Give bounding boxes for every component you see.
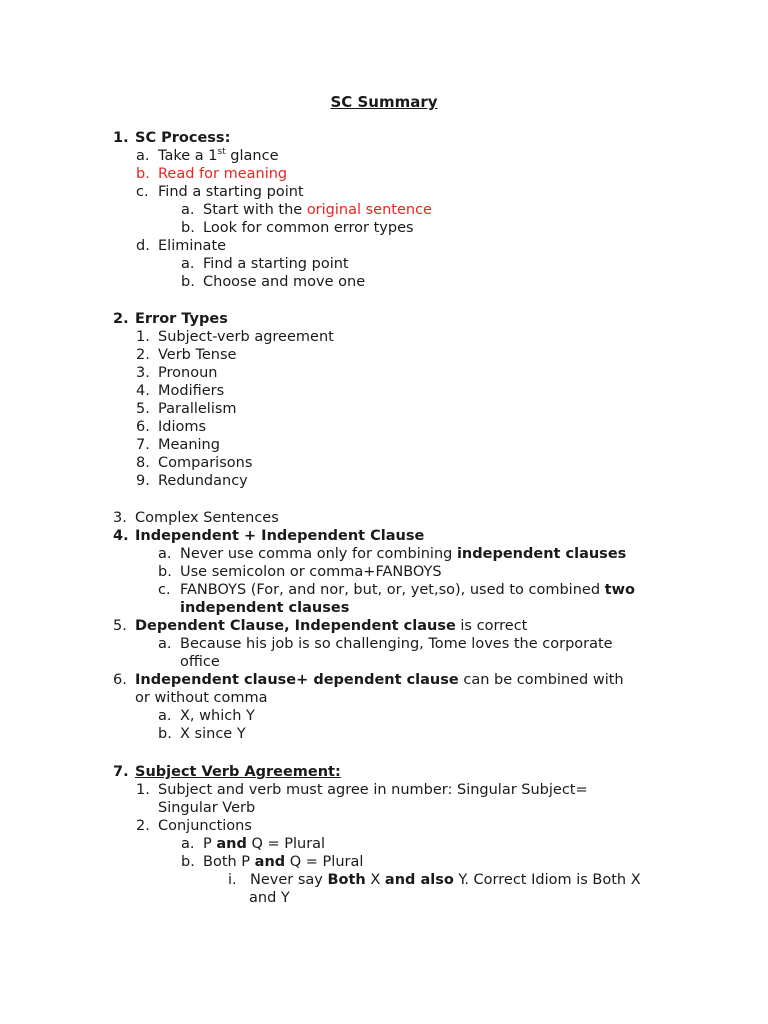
section-number: 5. xyxy=(113,618,127,634)
item-text: Because his job is so challenging, Tome loves the corporate xyxy=(180,636,613,652)
item-text: Use semicolon or comma+FANBOYS xyxy=(180,564,442,580)
list-item xyxy=(136,454,252,472)
item-marker: a. xyxy=(158,636,172,652)
list-item xyxy=(158,707,255,725)
item-text: Idioms xyxy=(158,419,207,435)
item-marker: a. xyxy=(158,708,172,724)
item-text: Pronoun xyxy=(158,365,218,381)
item-text: Parallelism xyxy=(158,401,237,417)
item-text: glance xyxy=(225,148,279,164)
item-marker: b. xyxy=(136,166,150,182)
item-marker: b. xyxy=(158,726,172,742)
list-item xyxy=(136,237,226,255)
section-7-heading xyxy=(113,763,341,781)
item-marker: a. xyxy=(158,546,172,562)
item-marker: 6. xyxy=(136,419,150,435)
list-item xyxy=(181,853,363,871)
item-text: Find a starting point xyxy=(203,256,349,272)
bold-text: and also xyxy=(384,872,454,888)
section-title: SC Process: xyxy=(135,130,231,146)
list-item xyxy=(181,201,432,219)
section-title: Independent + Independent Clause xyxy=(135,528,425,544)
list-item xyxy=(228,871,641,889)
section-1-heading xyxy=(113,129,230,147)
section-title: Complex Sentences xyxy=(135,510,279,526)
item-text: Find a starting point xyxy=(158,184,304,200)
list-item xyxy=(181,273,365,291)
item-marker: 7. xyxy=(136,437,150,453)
item-text: Subject-verb agreement xyxy=(158,329,334,345)
section-2-heading xyxy=(113,310,228,328)
section-6-heading xyxy=(113,671,624,689)
list-item xyxy=(136,781,588,799)
item-text: X xyxy=(365,872,385,888)
list-item xyxy=(136,364,217,382)
item-marker: a. xyxy=(181,836,195,852)
item-marker: 5. xyxy=(136,401,150,417)
list-item xyxy=(181,255,349,273)
list-item xyxy=(158,563,442,581)
section-number: 1. xyxy=(113,130,129,146)
list-item xyxy=(181,219,414,237)
item-text: Never use comma only for combining xyxy=(180,546,457,562)
item-marker: 1. xyxy=(136,782,150,798)
item-text: Read for meaning xyxy=(158,166,288,182)
item-marker: a. xyxy=(181,256,195,272)
list-item xyxy=(136,165,287,183)
item-marker: d. xyxy=(136,238,150,254)
item-text: Modifiers xyxy=(158,383,225,399)
page-title: SC Summary xyxy=(330,93,438,111)
item-text: Q = Plural xyxy=(285,854,364,870)
section-number: 3. xyxy=(113,510,127,526)
item-marker: b. xyxy=(181,274,195,290)
section-5-heading xyxy=(113,617,527,635)
item-text: Verb Tense xyxy=(158,347,237,363)
bold-text: and xyxy=(254,854,286,870)
item-marker: i. xyxy=(228,872,237,888)
section-number: 6. xyxy=(113,672,127,688)
item-text: X, which Y xyxy=(180,708,255,724)
item-marker: b. xyxy=(158,564,172,580)
section-number: 2. xyxy=(113,311,129,327)
item-marker: a. xyxy=(181,202,195,218)
item-text: P xyxy=(203,836,217,852)
list-item xyxy=(136,400,237,418)
item-marker: b. xyxy=(181,854,195,870)
item-text: Take a 1 xyxy=(158,148,218,164)
item-text: Redundancy xyxy=(158,473,248,489)
list-item-continuation: and Y xyxy=(249,890,290,906)
item-text: Start with the xyxy=(203,202,307,218)
bold-text: Independent clause+ dependent clause xyxy=(135,672,459,688)
item-marker: c. xyxy=(158,582,171,598)
list-item xyxy=(158,581,635,599)
section-6-continuation: or without comma xyxy=(135,690,268,706)
list-item xyxy=(136,817,252,835)
highlighted-text: original sentence xyxy=(306,202,432,218)
list-item xyxy=(136,346,236,364)
list-item-continuation: office xyxy=(180,654,220,670)
item-marker: 8. xyxy=(136,455,150,471)
item-marker: 2. xyxy=(136,347,150,363)
item-text: Comparisons xyxy=(158,455,253,471)
item-text: Subject and verb must agree in number: Singular Subject= xyxy=(158,782,588,798)
item-marker: 1. xyxy=(136,329,150,345)
list-item xyxy=(136,472,248,490)
list-item-continuation: Singular Verb xyxy=(158,800,256,816)
list-item xyxy=(136,418,206,436)
bold-text: and xyxy=(216,836,247,852)
list-item xyxy=(136,328,334,346)
list-item xyxy=(158,725,246,743)
item-marker: 3. xyxy=(136,365,150,381)
bold-text: independent clauses xyxy=(456,546,627,562)
item-marker: 4. xyxy=(136,383,150,399)
section-3-heading xyxy=(113,509,279,527)
list-item xyxy=(181,835,325,853)
section-number: 7. xyxy=(113,764,129,780)
item-text: can be combined with xyxy=(458,672,624,688)
item-marker: 9. xyxy=(136,473,150,489)
list-item xyxy=(136,436,220,454)
bold-text: Both xyxy=(327,872,366,888)
item-marker: a. xyxy=(136,148,150,164)
item-marker: c. xyxy=(136,184,149,200)
item-marker: b. xyxy=(181,220,195,236)
bold-text: two xyxy=(604,582,635,598)
section-title: Subject Verb Agreement: xyxy=(135,764,341,780)
list-item xyxy=(158,545,626,563)
list-item xyxy=(158,635,613,653)
section-title: Error Types xyxy=(135,311,228,327)
list-item xyxy=(136,382,224,400)
item-text: Conjunctions xyxy=(158,818,252,834)
section-4-heading xyxy=(113,527,424,545)
item-text: FANBOYS (For, and nor, but, or, yet,so), used to combined xyxy=(180,582,605,598)
item-text: Never say xyxy=(250,872,328,888)
item-text: Eliminate xyxy=(158,238,227,254)
list-item-continuation: independent clauses xyxy=(180,600,350,616)
list-item xyxy=(136,183,304,201)
bold-text: Dependent Clause, Independent clause xyxy=(135,618,456,634)
list-item xyxy=(136,147,279,165)
section-number: 4. xyxy=(113,528,129,544)
item-text: Choose and move one xyxy=(203,274,366,290)
item-text: Look for common error types xyxy=(203,220,414,236)
item-text: X since Y xyxy=(180,726,246,742)
item-text: Both P xyxy=(203,854,255,870)
item-text: Q = Plural xyxy=(246,836,326,852)
superscript: st xyxy=(217,147,226,158)
item-text: Meaning xyxy=(158,437,220,453)
item-marker: 2. xyxy=(136,818,150,834)
item-text: Y. Correct Idiom is Both X xyxy=(453,872,641,888)
item-text: is correct xyxy=(455,618,528,634)
